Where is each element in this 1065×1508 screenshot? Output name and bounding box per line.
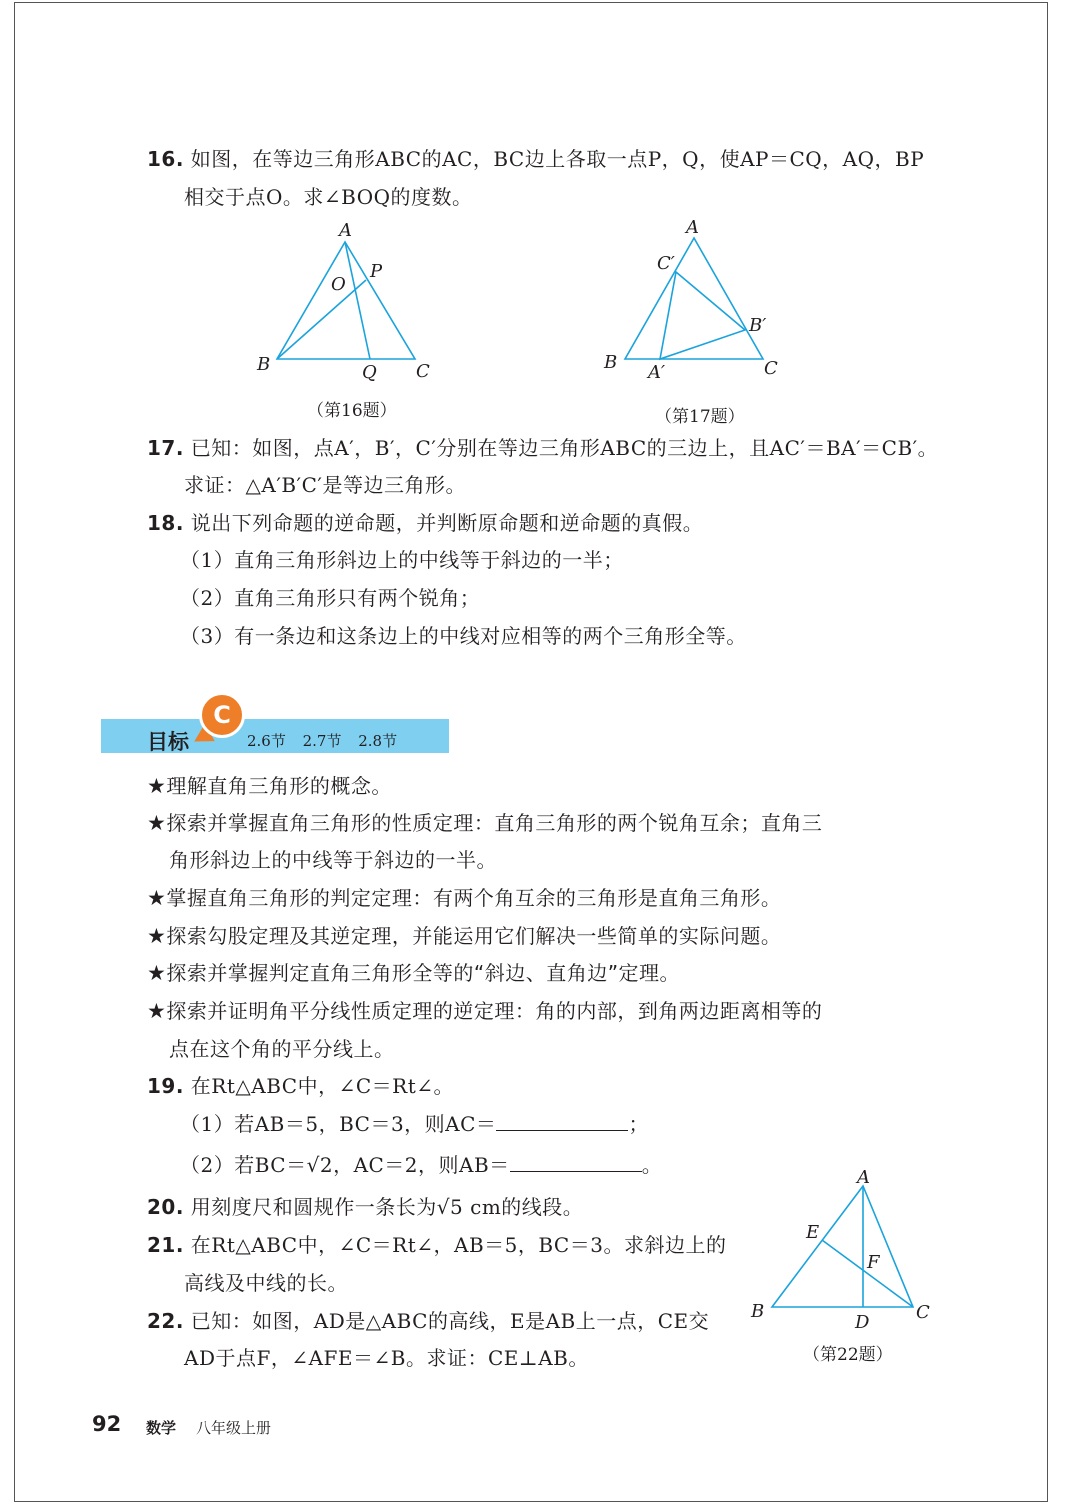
problem-19	[147, 1072, 454, 1100]
fig16-label-Q: Q	[362, 362, 377, 383]
fig16-label-B: B	[257, 354, 271, 375]
fig16-label-A: A	[339, 220, 352, 241]
problem-text: 在Rt△ABC中，∠C＝Rt∠，AB＝5，BC＝3。求斜边上的	[190, 1233, 727, 1257]
star-icon: ★	[147, 774, 167, 798]
goal-item	[147, 884, 781, 912]
fig22-label-C: C	[916, 1302, 930, 1323]
problem-21	[147, 1231, 726, 1259]
fig17-label-A: A	[686, 217, 699, 238]
fig22-label-D: D	[855, 1312, 870, 1333]
star-icon: ★	[147, 811, 167, 835]
problem-number: 21.	[147, 1233, 184, 1257]
fig22-label-B: B	[751, 1301, 765, 1322]
fig17-label-A1: A′	[648, 362, 666, 383]
problem-number: 19.	[147, 1074, 184, 1098]
fig16-segment-AQ	[345, 242, 370, 359]
fig17-label-C1: C′	[657, 253, 675, 274]
answer-blank[interactable]	[510, 1151, 642, 1172]
fig17-label-C: C	[764, 358, 778, 379]
fig16-label-P: P	[370, 261, 383, 282]
footer-grade: 八年级上册	[196, 1419, 272, 1437]
problem-text: 说出下列命题的逆命题，并判断原命题和逆命题的真假。	[190, 511, 704, 535]
problem-18-item-1: （1）直角三角形斜边上的中线等于斜边的一半；	[180, 548, 624, 572]
goal-sections: 2.6节 2.7节 2.8节	[247, 732, 398, 750]
goal-title: 目标	[147, 730, 189, 754]
problem-18-item-3: （3）有一条边和这条边上的中线对应相等的两个三角形全等。	[180, 624, 747, 648]
goal-item-continuation: 点在这个角的平分线上。	[169, 1037, 395, 1061]
problem-text: 。	[641, 1153, 663, 1177]
problem-19-part-2	[180, 1151, 662, 1179]
fig17-label-B: B	[604, 352, 618, 373]
problem-22-line2: AD于点F，∠AFE＝∠B。求证：CE⊥AB。	[184, 1346, 589, 1370]
problem-number: 22.	[147, 1309, 184, 1333]
problem-number: 17.	[147, 436, 184, 460]
problem-18-item-2: （2）直角三角形只有两个锐角；	[180, 586, 481, 610]
problem-21-line2: 高线及中线的长。	[184, 1271, 348, 1295]
fig22-label-E: E	[806, 1222, 820, 1243]
star-icon: ★	[147, 961, 167, 985]
problem-20	[147, 1193, 583, 1221]
fig22-label-F: F	[867, 1252, 880, 1273]
figure-22-caption: （第22题）	[803, 1345, 893, 1365]
goal-item	[147, 922, 781, 950]
problem-22	[147, 1307, 709, 1335]
fig17-label-B1: B′	[749, 315, 767, 336]
goal-item	[147, 772, 392, 800]
fig22-triangle	[772, 1186, 913, 1307]
fig16-label-C: C	[416, 361, 430, 382]
star-icon: ★	[147, 999, 167, 1023]
fig17-triangle-A1B1C1	[660, 272, 745, 359]
figure-16-caption: （第16题）	[307, 401, 397, 421]
answer-blank[interactable]	[496, 1110, 628, 1131]
goal-item-text: 探索勾股定理及其逆定理，并能运用它们解决一些简单的实际问题。	[166, 924, 782, 948]
problem-text: 如图，在等边三角形ABC的AC，BC边上各取一点P，Q，使AP＝CQ，AQ，BP	[190, 147, 925, 171]
goal-item-text: 探索并掌握判定直角三角形全等的“斜边、直角边”定理。	[166, 961, 681, 985]
problem-text: （1）若AB＝5，BC＝3，则AC＝	[180, 1112, 497, 1136]
figure-17-caption: （第17题）	[655, 407, 745, 427]
fig16-segment-BP	[277, 280, 366, 359]
problem-19-part-1	[180, 1110, 649, 1138]
problem-number: 20.	[147, 1195, 184, 1219]
goal-item-text: 掌握直角三角形的判定定理：有两个角互余的三角形是直角三角形。	[166, 886, 782, 910]
fig17-triangle-ABC	[625, 238, 763, 359]
star-icon: ★	[147, 924, 167, 948]
star-icon: ★	[147, 886, 167, 910]
problem-text: 已知：如图，点A′，B′，C′分别在等边三角形ABC的三边上，且AC′＝BA′＝CB′。	[190, 436, 939, 460]
problem-17-line2: 求证：△A′B′C′是等边三角形。	[184, 473, 466, 497]
problem-16-line2: 相交于点O。求∠BOQ的度数。	[184, 185, 473, 209]
problem-text: （2）若BC＝√2，AC＝2，则AB＝	[180, 1153, 510, 1177]
goal-item-text: 探索并证明角平分线性质定理的逆定理：角的内部，到角两边距离相等的	[166, 999, 823, 1023]
problem-text: 用刻度尺和圆规作一条长为√5 cm的线段。	[190, 1195, 584, 1219]
goal-item-text: 理解直角三角形的概念。	[166, 774, 392, 798]
page-number: 92	[92, 1412, 122, 1436]
problem-text: ；	[628, 1112, 649, 1136]
goal-item	[147, 959, 680, 987]
goal-item	[147, 809, 822, 837]
goal-item-text: 探索并掌握直角三角形的性质定理：直角三角形的两个锐角互余；直角三	[166, 811, 823, 835]
goal-badge: C	[199, 692, 245, 738]
problem-text: 已知：如图，AD是△ABC的高线，E是AB上一点，CE交	[190, 1309, 710, 1333]
goal-item	[147, 997, 822, 1025]
problem-text: 在Rt△ABC中，∠C＝Rt∠。	[190, 1074, 455, 1098]
problem-17	[147, 434, 938, 462]
problem-number: 18.	[147, 511, 184, 535]
problem-number: 16.	[147, 147, 184, 171]
footer-subject: 数学	[146, 1419, 177, 1437]
problem-18	[147, 509, 703, 537]
fig22-label-A: A	[857, 1167, 870, 1188]
fig16-label-O: O	[331, 274, 346, 295]
goal-item-continuation: 角形斜边上的中线等于斜边的一半。	[169, 848, 497, 872]
